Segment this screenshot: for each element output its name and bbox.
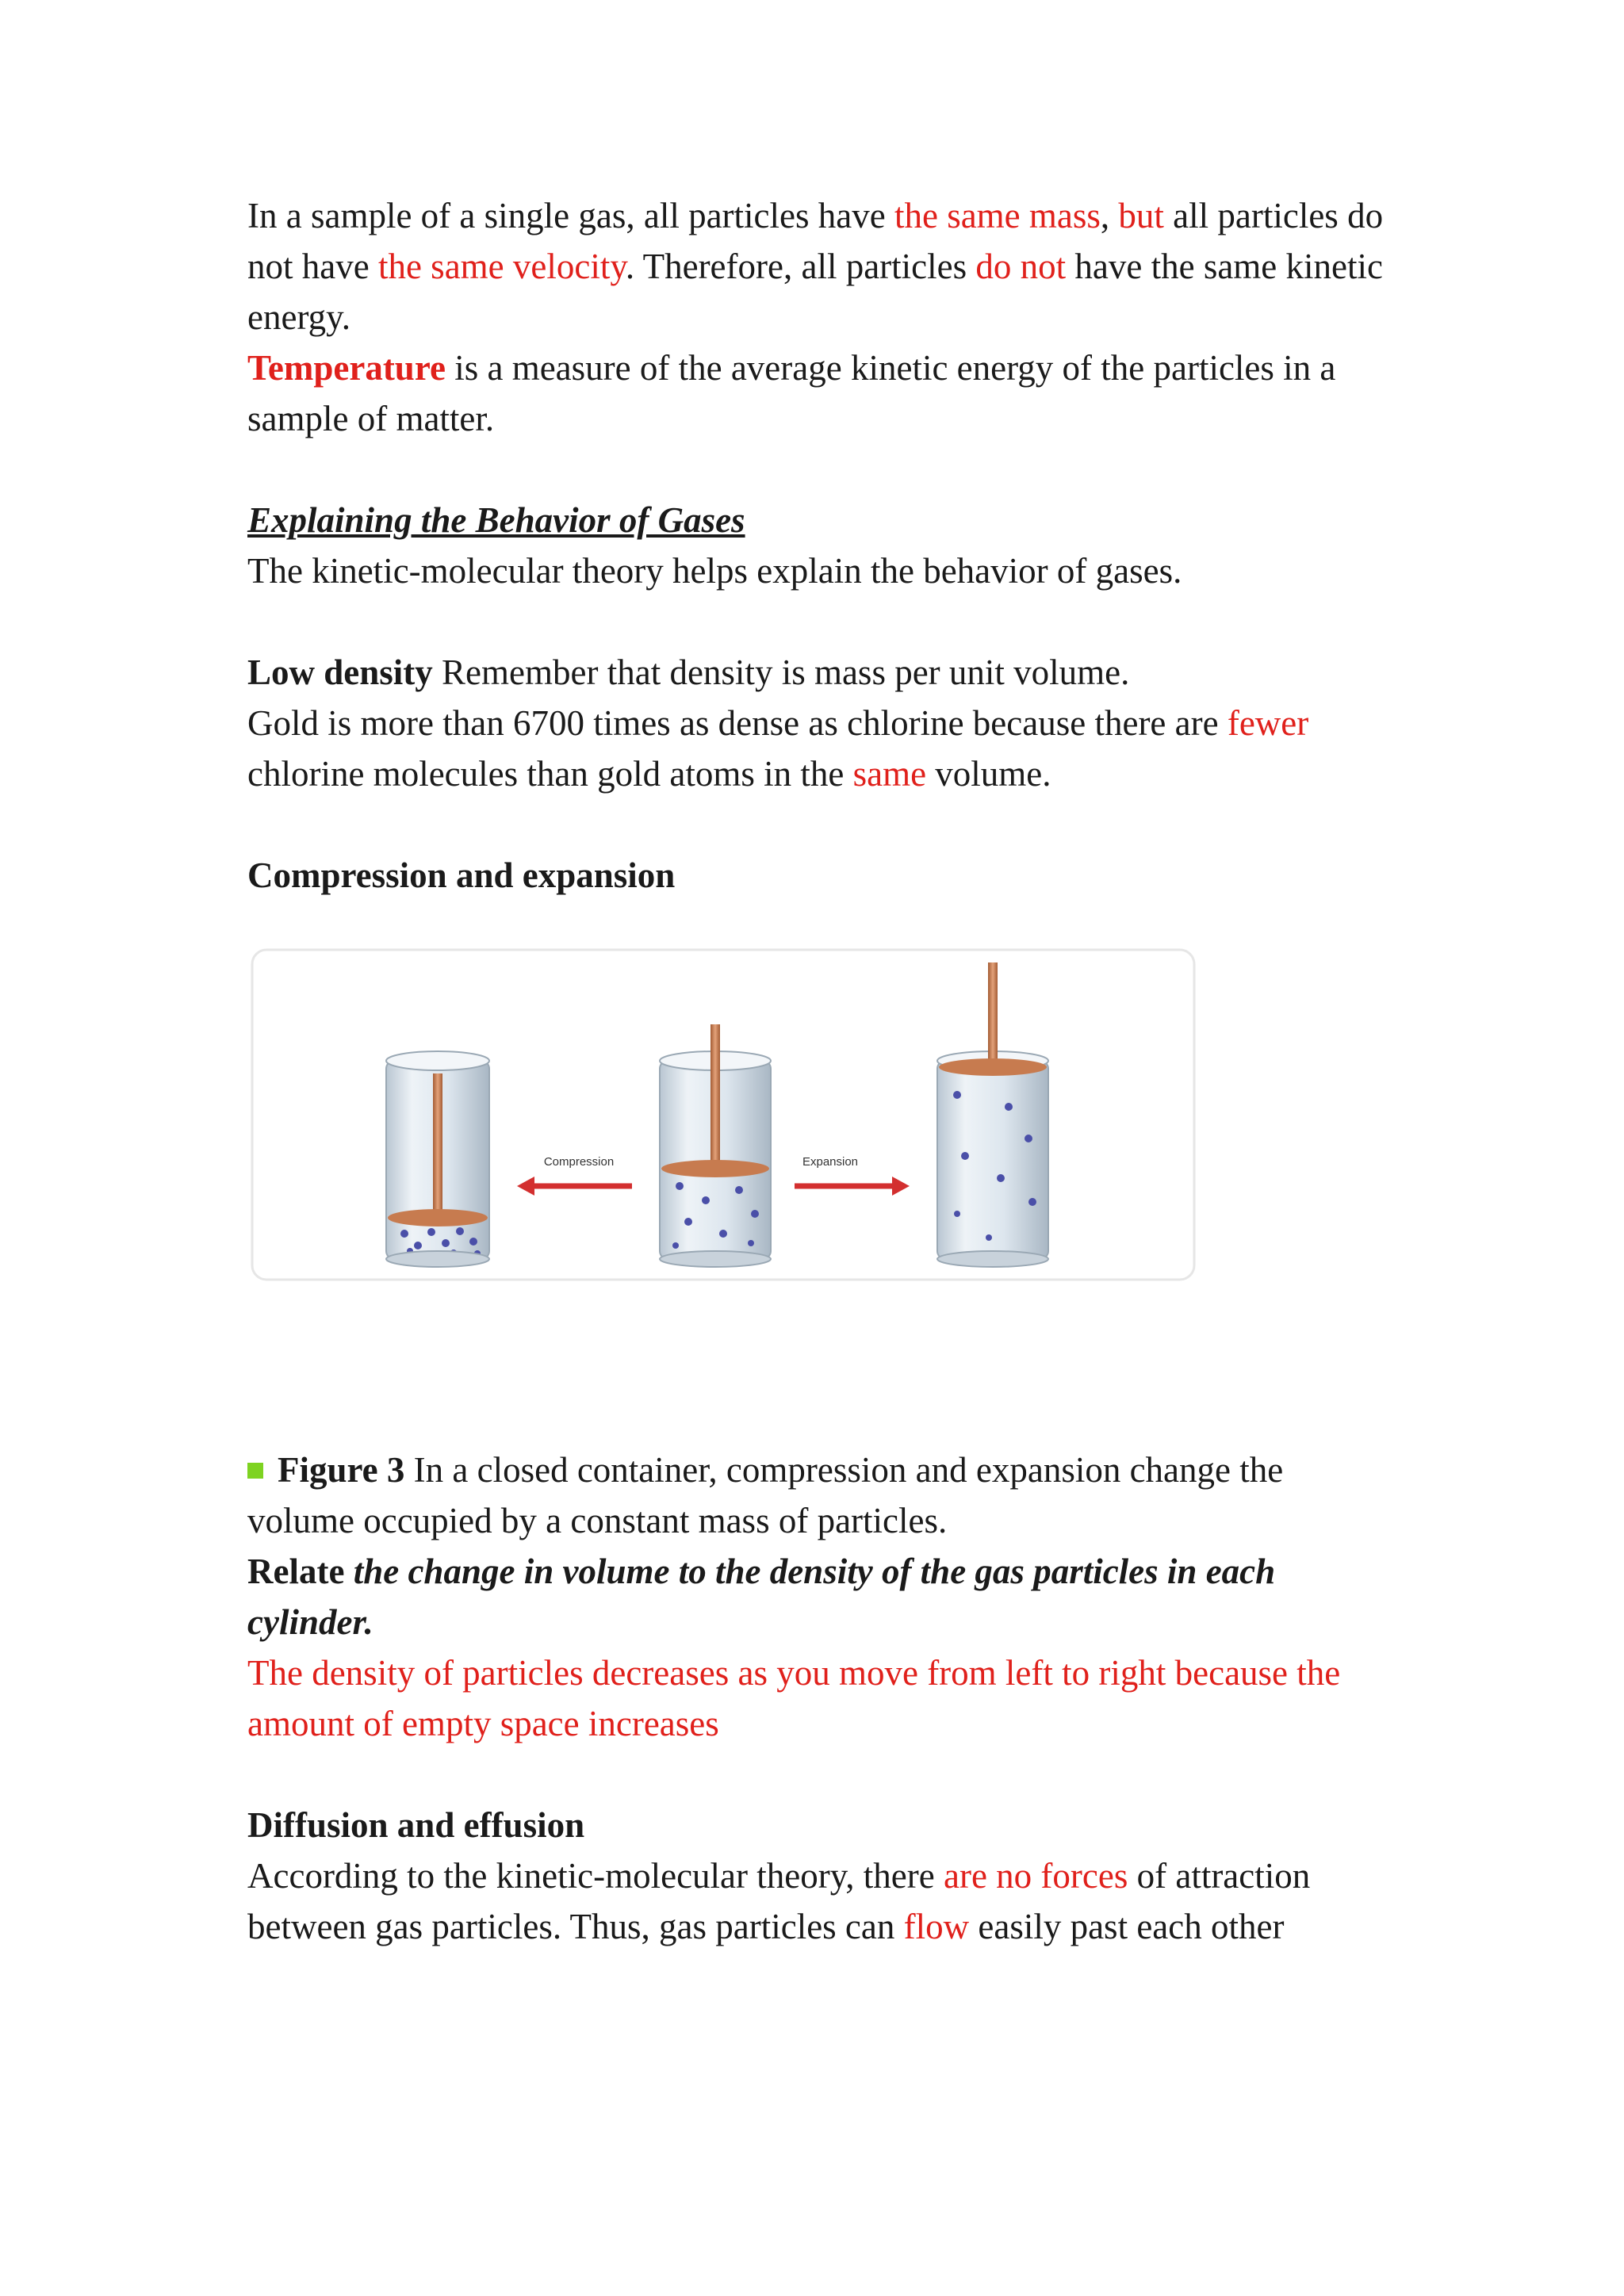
cylinder-compressed: [386, 1051, 489, 1267]
highlight-same-velocity: the same velocity: [377, 247, 626, 286]
paragraph-gold: Gold is more than 6700 times as dense as chlorine because there are fewer chlorine molecules than gold atoms in the same volume.: [247, 703, 1309, 794]
highlight-fewer: fewer: [1227, 703, 1309, 743]
relate-question: Relate the change in volume to the density of the gas particles in each cylinder.: [247, 1552, 1276, 1642]
section-heading: Explaining the Behavior of Gases: [247, 500, 745, 540]
highlight-same-mass: the same mass: [894, 196, 1101, 235]
term-temperature: Temperature: [247, 348, 446, 388]
piston: [939, 1058, 1047, 1076]
highlight-forces: forces: [1040, 1856, 1128, 1896]
relate-answer: The density of particles decreases as you move from left to right because the amount of empty space increases: [247, 1653, 1341, 1743]
piston-rod: [710, 1024, 720, 1169]
paragraph-diffusion: According to the kinetic-molecular theory, there are no forces of attraction between gas particles. Thus, gas particles can flow easily past each other: [247, 1856, 1311, 1946]
compression-label: Compression: [543, 1155, 615, 1169]
cylinder-diagram: [247, 948, 1199, 1281]
diffusion-heading: Diffusion and effusion: [247, 1805, 585, 1845]
highlight-same: same: [852, 754, 927, 794]
figure-caption: Figure 3 In a closed container, compression and expansion change the volume occupied by a constant mass of particles.: [247, 1450, 1284, 1540]
expansion-label: Expansion: [802, 1155, 859, 1169]
piston-rod: [988, 962, 998, 1066]
highlight-flow: flow: [903, 1907, 970, 1946]
piston-rod: [433, 1073, 442, 1216]
highlight-but: but: [1118, 196, 1164, 235]
paragraph-particles: In a sample of a single gas, all particles have the same mass, but all particles do not have the same velocity. Therefore, all particles do not have the same kinetic energy.: [247, 196, 1384, 337]
green-square-bullet-icon: [247, 1463, 263, 1479]
term-low-density: Low density: [247, 652, 433, 692]
paragraph-temperature: Temperature is a measure of the average kinetic energy of the particles in a sample of matter.: [247, 348, 1336, 438]
highlight-are-no: are no: [943, 1856, 1032, 1896]
compression-heading: Compression and expansion: [247, 855, 676, 895]
document-page: [247, 190, 1389, 1952]
paragraph-intro: The kinetic-molecular theory helps explain the behavior of gases.: [247, 551, 1182, 591]
paragraph-low-density: Low density Remember that density is mass per unit volume.: [247, 652, 1130, 692]
figure-label: Figure 3: [278, 1450, 405, 1490]
figure-3-illustration: [247, 948, 1199, 1281]
piston: [388, 1209, 488, 1226]
piston: [661, 1160, 769, 1177]
cylinder-middle: [660, 1024, 771, 1267]
highlight-do-not: do not: [975, 247, 1067, 286]
